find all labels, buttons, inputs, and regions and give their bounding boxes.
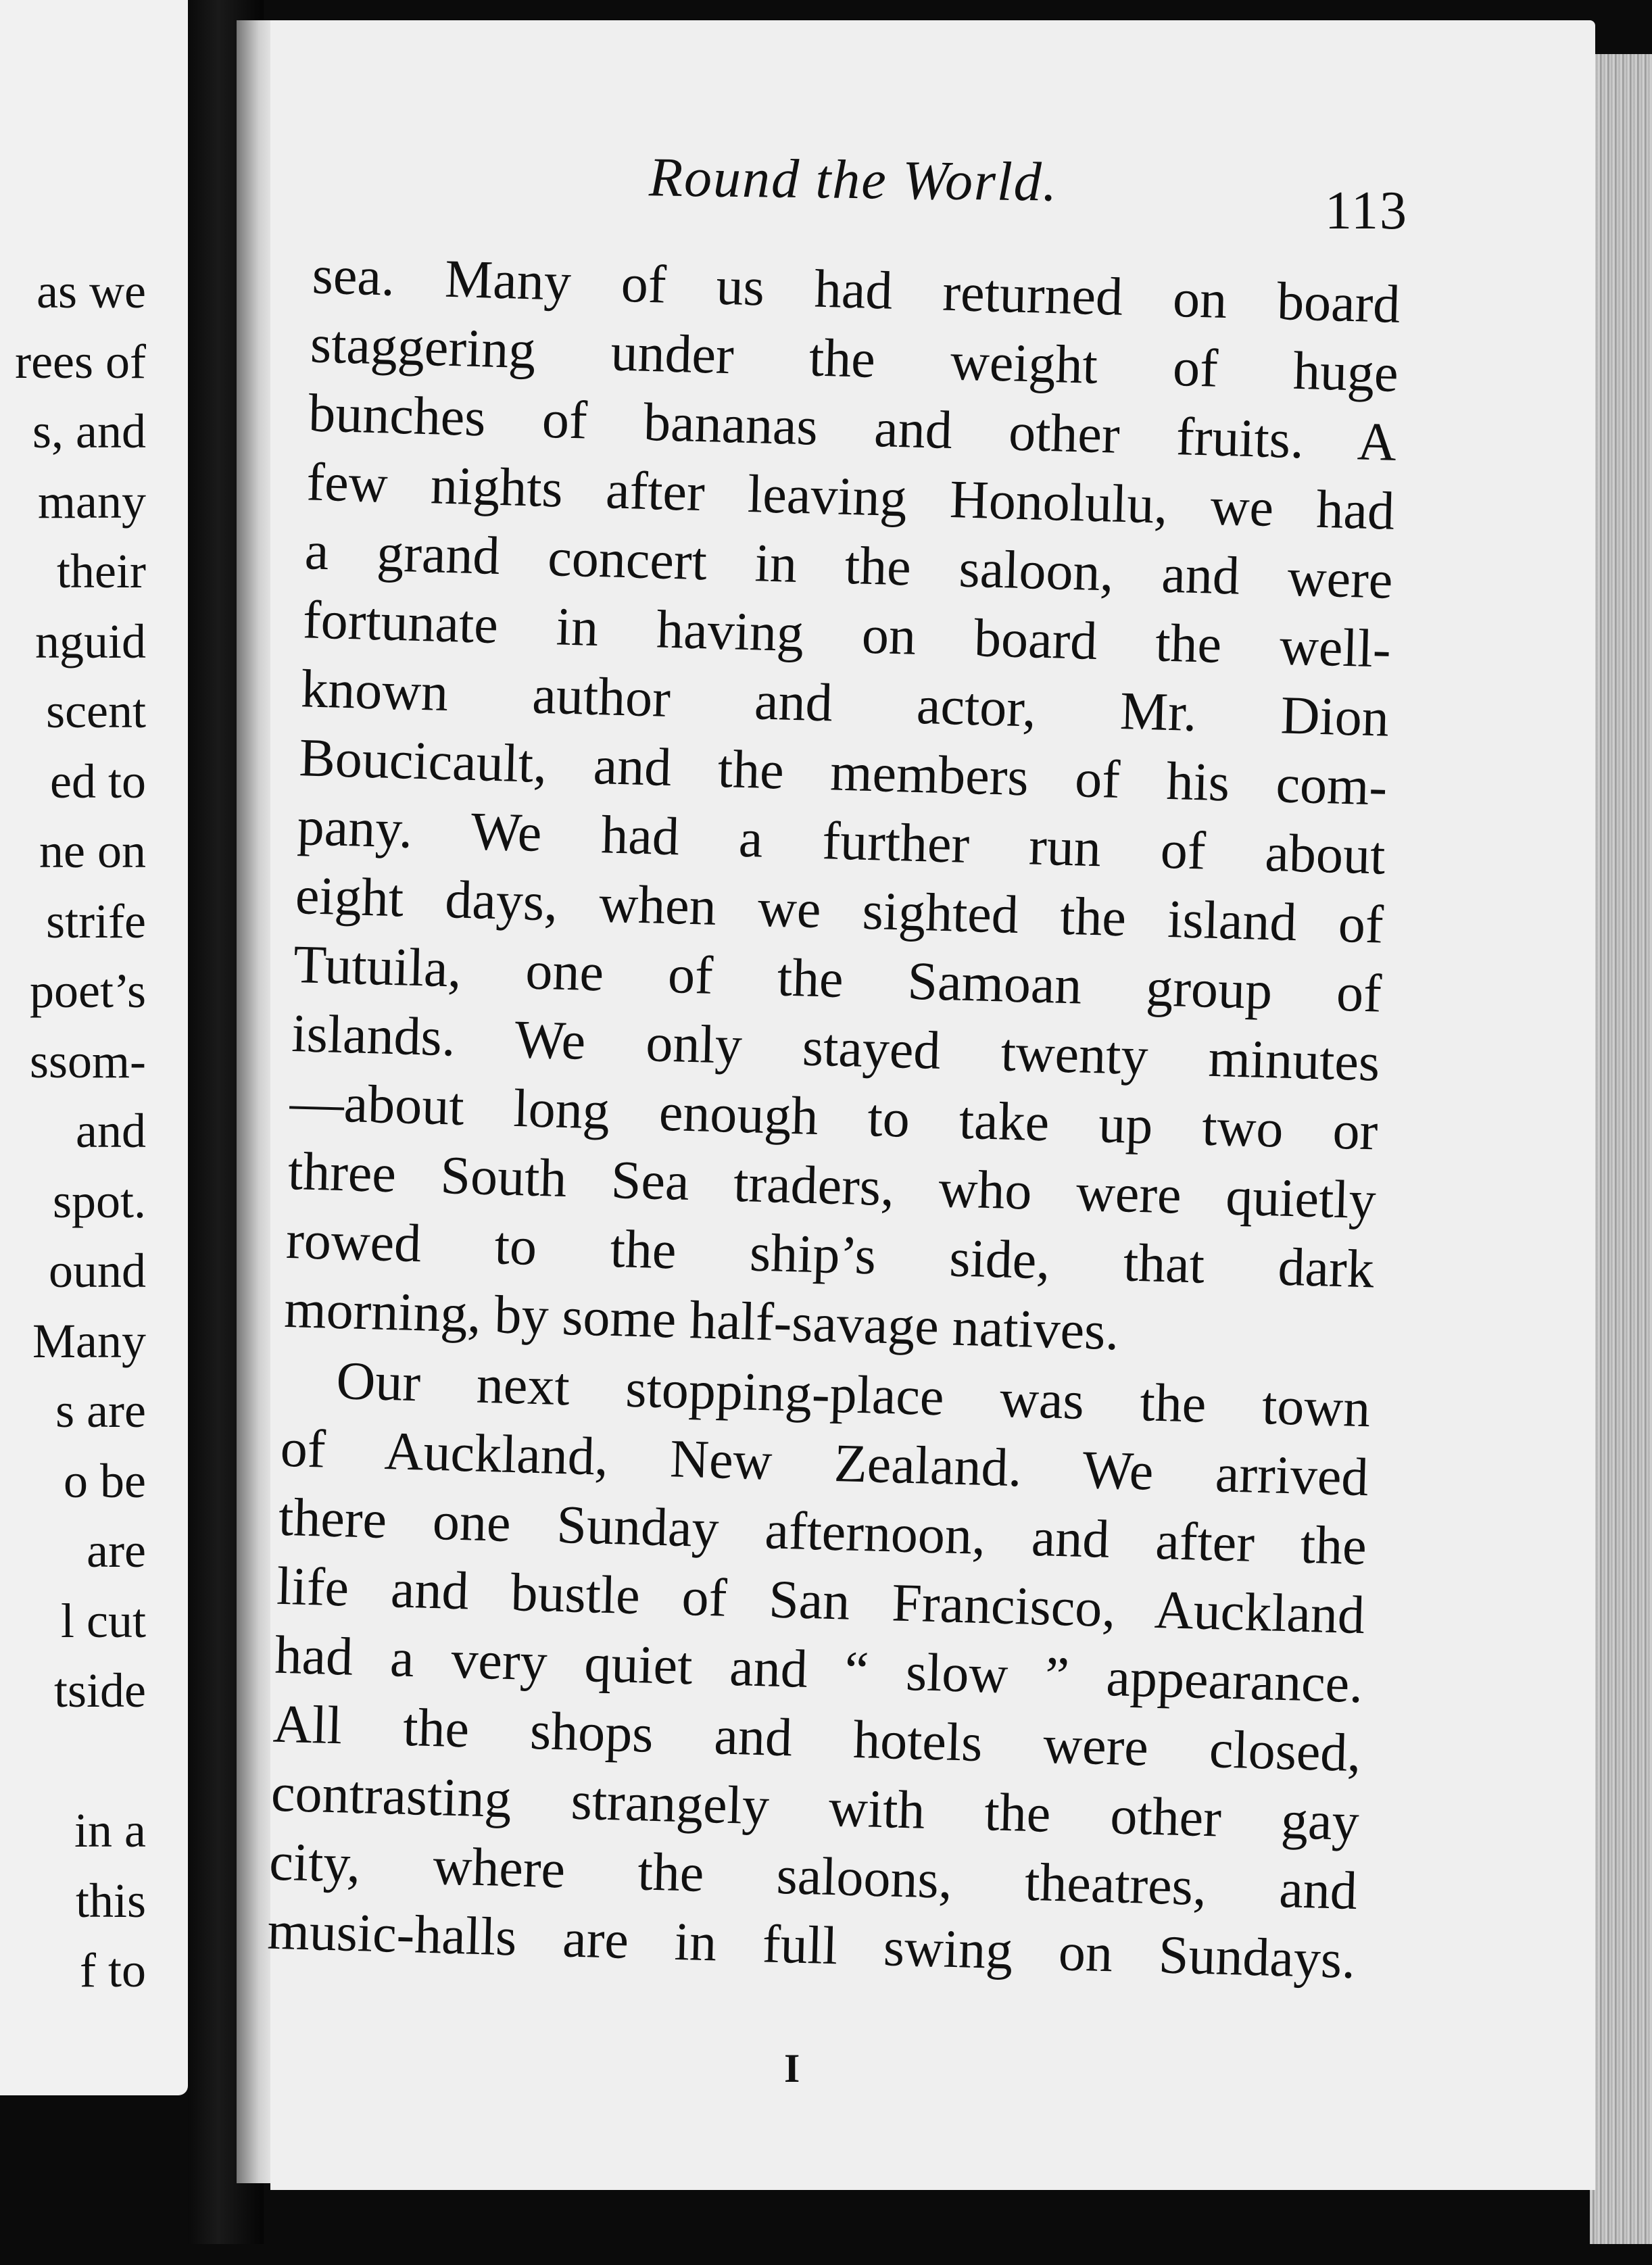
running-title: Round the World. xyxy=(648,146,1059,213)
text-line: All the shops and hotels were closed, xyxy=(272,1694,1362,1784)
text-line: rowed to the ship’s side, that dark xyxy=(285,1210,1375,1300)
facing-page-line: poet’s xyxy=(30,964,146,1018)
text-line: few nights after leaving Honolulu, we had xyxy=(306,452,1396,541)
text-line: there one Sunday afternoon, and after the xyxy=(278,1487,1367,1577)
facing-page-line: ssom- xyxy=(29,1033,146,1088)
facing-page-line: this xyxy=(75,1873,146,1928)
text-line: known author and actor, Mr. Dion xyxy=(300,659,1390,748)
text-line: city, where the saloons, theatres, and xyxy=(268,1832,1359,1922)
text-line: three South Sea traders, who were quietly xyxy=(287,1141,1377,1231)
text-line: sea. Many of us had returned on board xyxy=(311,245,1401,335)
facing-page-line: scent xyxy=(46,684,146,738)
facing-page-line: rees of xyxy=(15,334,146,389)
text-line: bunches of bananas and other fruits. A xyxy=(308,383,1398,472)
text-line: staggering under the weight of huge xyxy=(310,314,1399,404)
text-line: pany. We had a further run of about xyxy=(296,797,1386,886)
facing-page-line: tside xyxy=(54,1663,146,1718)
text-line: had a very quiet and “ slow ” appearance. xyxy=(274,1625,1364,1715)
facing-page-line: Many xyxy=(32,1313,146,1368)
facing-page-line: o be xyxy=(64,1453,146,1508)
facing-page-line: are xyxy=(87,1524,146,1578)
facing-page-line: f to xyxy=(80,1943,146,1997)
text-line: contrasting strangely with the other gay xyxy=(270,1763,1360,1853)
text-line: Boucicault, and the members of his com- xyxy=(298,728,1388,817)
facing-page-line: nguid xyxy=(34,614,146,668)
facing-page-line: ound xyxy=(49,1244,146,1298)
signature-mark: I xyxy=(784,2046,800,2091)
text-line: music-halls are in full swing on Sundays. xyxy=(266,1901,1357,1991)
text-line: fortunate in having on board the well- xyxy=(301,590,1392,679)
text-line: —about long enough to take up two or xyxy=(289,1073,1379,1162)
text-line: Tutuila, one of the Samoan group of xyxy=(293,935,1382,1024)
text-line: of Auckland, New Zealand. We arrived xyxy=(279,1418,1369,1508)
facing-page-line: as we xyxy=(37,264,146,318)
facing-page-line: strife xyxy=(46,894,146,948)
facing-page-line: many xyxy=(38,474,146,529)
facing-page-line: l cut xyxy=(61,1593,146,1648)
facing-page-line: ed to xyxy=(50,754,146,808)
facing-page-line: and xyxy=(76,1104,146,1158)
page-number: 113 xyxy=(1325,181,1409,241)
text-line: life and bustle of San Francisco, Auckland xyxy=(276,1556,1366,1646)
text-line: eight days, when we sighted the island of xyxy=(294,866,1384,955)
facing-page-line: ne on xyxy=(39,824,146,878)
facing-page-line: s are xyxy=(55,1384,146,1438)
text-line: a grand concert in the saloon, and were xyxy=(303,521,1394,610)
facing-page-line: in a xyxy=(74,1803,146,1857)
facing-page-line: s, and xyxy=(32,404,146,458)
text-line: morning, by some half-savage natives. xyxy=(283,1279,1120,1362)
facing-page-line: spot. xyxy=(52,1173,146,1228)
facing-page-line: their xyxy=(57,544,146,598)
text-line: Our next stopping-place was the town xyxy=(335,1351,1371,1439)
text-line: islands. We only stayed twenty minutes xyxy=(291,1004,1381,1093)
